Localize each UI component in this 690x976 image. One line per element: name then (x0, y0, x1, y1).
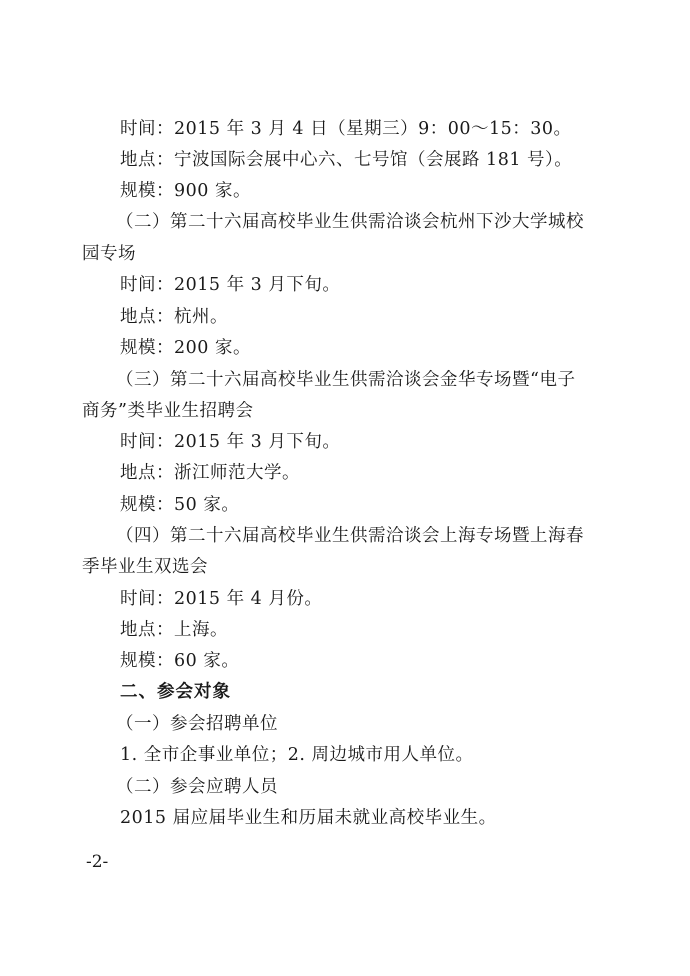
fair2-title-line1: （二）第二十六届高校毕业生供需洽谈会杭州下沙大学城校 (116, 212, 584, 232)
recruiters-subheading: （一）参会招聘单位 (116, 714, 278, 734)
fair2-time: 时间：2015 年 3 月下旬。 (120, 275, 341, 295)
fair3-place: 地点：浙江师范大学。 (120, 463, 300, 483)
fair3-scale: 规模：50 家。 (120, 495, 240, 515)
applicants-body: 2015 届应届毕业生和历届未就业高校毕业生。 (120, 808, 497, 828)
fair4-scale: 规模：60 家。 (120, 651, 240, 671)
recruiters-body: 1. 全市企事业单位；2. 周边城市用人单位。 (120, 745, 474, 765)
fair4-place: 地点：上海。 (120, 620, 228, 640)
fair3-title-line1: （三）第二十六届高校毕业生供需洽谈会金华专场暨“电子 (116, 370, 576, 390)
fair3-time: 时间：2015 年 3 月下旬。 (120, 432, 341, 452)
fair3-title-line2: 商务”类毕业生招聘会 (82, 401, 254, 421)
fair2-title-line2: 园专场 (82, 244, 136, 264)
fair1-place: 地点：宁波国际会展中心六、七号馆（会展路 181 号）。 (120, 150, 573, 170)
page-number: -2- (86, 852, 109, 872)
fair1-scale: 规模：900 家。 (120, 181, 251, 201)
applicants-subheading: （二）参会应聘人员 (116, 777, 278, 797)
fair4-title-line2: 季毕业生双选会 (82, 557, 208, 577)
fair2-scale: 规模：200 家。 (120, 338, 251, 358)
participants-heading: 二、参会对象 (120, 682, 231, 702)
fair4-title-line1: （四）第二十六届高校毕业生供需洽谈会上海专场暨上海春 (116, 526, 584, 546)
fair4-time: 时间：2015 年 4 月份。 (120, 589, 323, 609)
fair1-time: 时间：2015 年 3 月 4 日（星期三）9：00～15：30。 (120, 119, 572, 139)
fair2-place: 地点：杭州。 (120, 307, 228, 327)
